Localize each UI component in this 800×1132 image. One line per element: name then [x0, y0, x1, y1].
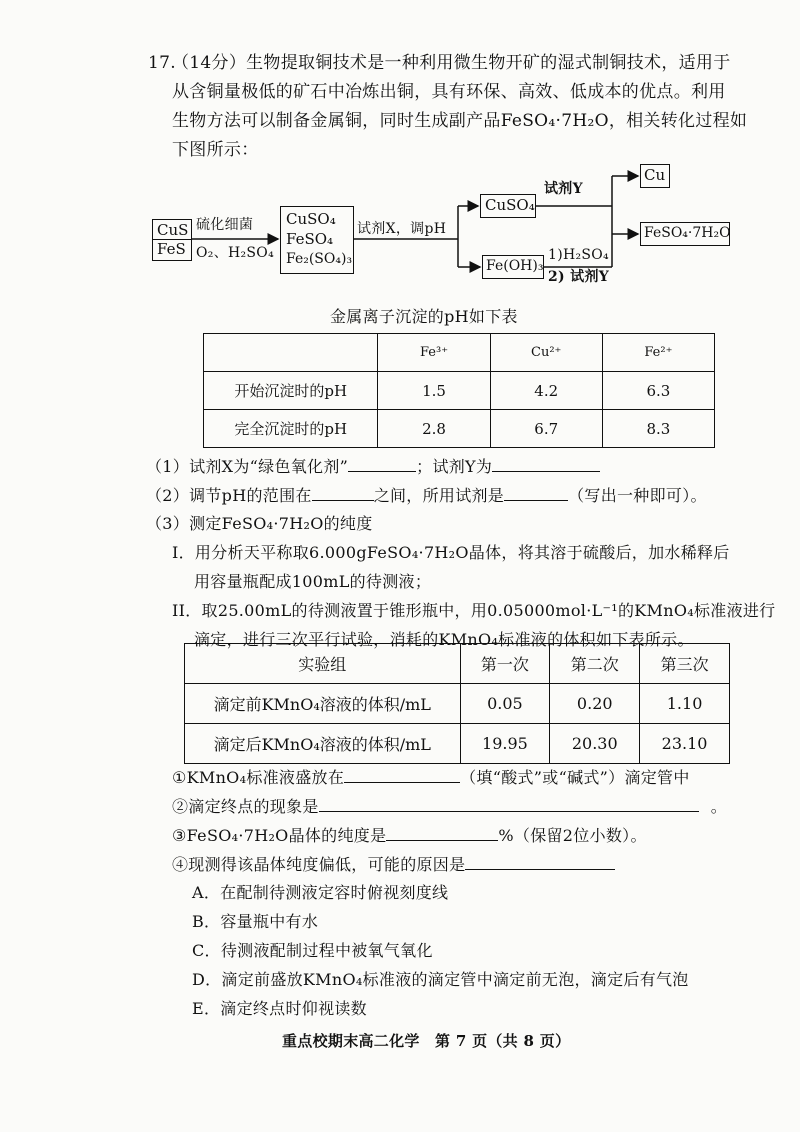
titration-header: 第二次 [550, 644, 640, 684]
ph-cell: 6.7 [490, 410, 602, 448]
subq-2-b: 。 [710, 797, 728, 816]
subq-3-b: %（保留2位小数）。 [498, 826, 647, 845]
q1-part-a: （1）试剂X为“绿色氧化剂” [146, 457, 349, 476]
question-line-4: 下图所示： [172, 140, 259, 160]
titration-header: 第一次 [460, 644, 550, 684]
titration-cell: 23.10 [640, 724, 730, 764]
subq-4-a: ④现测得该晶体纯度偏低，可能的原因是 [172, 855, 466, 874]
titration-cell: 0.05 [460, 684, 550, 724]
option-a[interactable]: A．在配制待测液定容时俯视刻度线 [192, 883, 449, 902]
q3-title: （3）测定FeSO₄·7H₂O的纯度 [146, 514, 373, 533]
ore-fes: FeS [157, 240, 186, 258]
product-box [640, 222, 730, 246]
ph-table-caption: 金属离子沉淀的pH如下表 [330, 307, 518, 326]
subq-1-blank[interactable] [344, 766, 460, 783]
subq-2-a: ②滴定终点的现象是 [172, 797, 319, 816]
subq-1-a: ①KMnO₄标准液盛放在 [172, 768, 345, 787]
question-line-1: （14分）生物提取铜技术是一种利用微生物开矿的湿式制铜技术，适用于 [172, 53, 731, 73]
ph-row-label: 完全沉淀时的pH [204, 410, 378, 448]
subq-2 [172, 795, 727, 818]
q3-step-i-line1: I．用分析天平称取6.000gFeSO₄·7H₂O晶体，将其溶于硫酸后，加水稀释后 [172, 543, 730, 562]
option-c[interactable]: C．待测液配制过程中被氧气氧化 [192, 941, 433, 960]
ph-header-fe3: Fe³⁺ [378, 334, 490, 372]
cu-box [640, 164, 670, 188]
product-label: FeSO₄·7H₂O [644, 225, 731, 241]
flow-arrows [0, 0, 800, 300]
subq-1-b: （填“酸式”或“碱式”）滴定管中 [460, 768, 690, 787]
q3-step-i-line2: 用容量瓶配成100mL的待测液； [194, 572, 432, 591]
mix-fe2so43: Fe₂(SO₄)₃ [286, 251, 353, 267]
q2-answer-blank-2[interactable] [504, 484, 568, 501]
ph-header-fe2: Fe²⁺ [602, 334, 714, 372]
ph-cell: 1.5 [378, 372, 490, 410]
q3-step-ii-line1: II．取25.00mL的待测液置于锥形瓶中，用0.05000mol·L⁻¹的KMnO₄标准液进行 [172, 601, 776, 620]
ore-box [152, 219, 192, 261]
subq-1 [172, 766, 690, 789]
mix-feso4: FeSO₄ [286, 230, 334, 248]
subq-3 [172, 824, 647, 847]
q1-line [146, 455, 600, 478]
question-number: 17. [148, 53, 176, 73]
q2-line [146, 484, 707, 507]
titration-header: 第三次 [640, 644, 730, 684]
mix-cuso4: CuSO₄ [286, 210, 336, 228]
ph-header-empty [204, 334, 378, 372]
q2-part-a: （2）调节pH的范围在 [146, 486, 312, 505]
q2-part-c: （写出一种即可）。 [568, 486, 707, 505]
question-line-3: 生物方法可以制备金属铜，同时生成副产品FeSO₄·7H₂O，相关转化过程如 [172, 111, 748, 131]
step3-label-b: 2) 试剂Y [548, 269, 610, 285]
subq-2-blank[interactable] [319, 795, 699, 812]
ph-cell: 8.3 [602, 410, 714, 448]
titration-cell: 1.10 [640, 684, 730, 724]
step2-label: 试剂X，调pH [357, 221, 447, 237]
question-line-2: 从含铜量极低的矿石中冶炼出铜，具有环保、高效、低成本的优点。利用 [172, 82, 726, 102]
option-e[interactable]: E．滴定终点时仰视读数 [192, 999, 367, 1018]
cuso4-box [480, 194, 536, 218]
step1-top-label: 硫化细菌 [196, 217, 254, 233]
q3-step-ii-line2: 滴定，进行三次平行试验，消耗的KMnO₄标准液的体积如下表所示。 [194, 630, 694, 649]
ph-cell: 4.2 [490, 372, 602, 410]
option-d[interactable]: D．滴定前盛放KMnO₄标准液的滴定管中滴定前无泡，滴定后有气泡 [192, 970, 689, 989]
q1-answer-blank-1[interactable] [348, 455, 416, 472]
page-footer: 重点校期末高二化学 第 7 页（共 8 页） [282, 1032, 571, 1050]
step3-label-a: 1)H₂SO₄ [548, 247, 609, 263]
q2-answer-blank-1[interactable] [312, 484, 374, 501]
q2-part-b: 之间，所用试剂是 [373, 486, 505, 505]
titration-cell: 0.20 [550, 684, 640, 724]
option-b[interactable]: B．容量瓶中有水 [192, 912, 319, 931]
mix-box [280, 206, 354, 274]
cuso4-label: CuSO₄ [485, 196, 535, 214]
subq-3-a: ③FeSO₄·7H₂O晶体的纯度是 [172, 826, 387, 845]
feoh3-box [482, 255, 544, 279]
ore-cus: CuS [157, 221, 189, 239]
feoh3-label: Fe(OH)₃ [486, 258, 544, 274]
step1-bottom-label: O₂、H₂SO₄ [196, 245, 274, 261]
ph-header-cu2: Cu²⁺ [490, 334, 602, 372]
titration-row-label: 滴定后KMnO₄溶液的体积/mL [185, 724, 461, 764]
subq-3-blank[interactable] [386, 824, 498, 841]
titration-cell: 19.95 [460, 724, 550, 764]
reagent-y-label: 试剂Y [544, 181, 583, 197]
ph-row-label: 开始沉淀时的pH [204, 372, 378, 410]
titration-table [184, 643, 730, 764]
ph-cell: 2.8 [378, 410, 490, 448]
q1-part-b: ；试剂Y为 [416, 457, 493, 476]
titration-header: 实验组 [185, 644, 461, 684]
subq-4 [172, 853, 615, 876]
cu-label: Cu [644, 166, 666, 184]
q1-answer-blank-2[interactable] [492, 455, 600, 472]
titration-cell: 20.30 [550, 724, 640, 764]
subq-4-blank[interactable] [465, 853, 615, 870]
ph-cell: 6.3 [602, 372, 714, 410]
ph-table [203, 333, 715, 448]
titration-row-label: 滴定前KMnO₄溶液的体积/mL [185, 684, 461, 724]
